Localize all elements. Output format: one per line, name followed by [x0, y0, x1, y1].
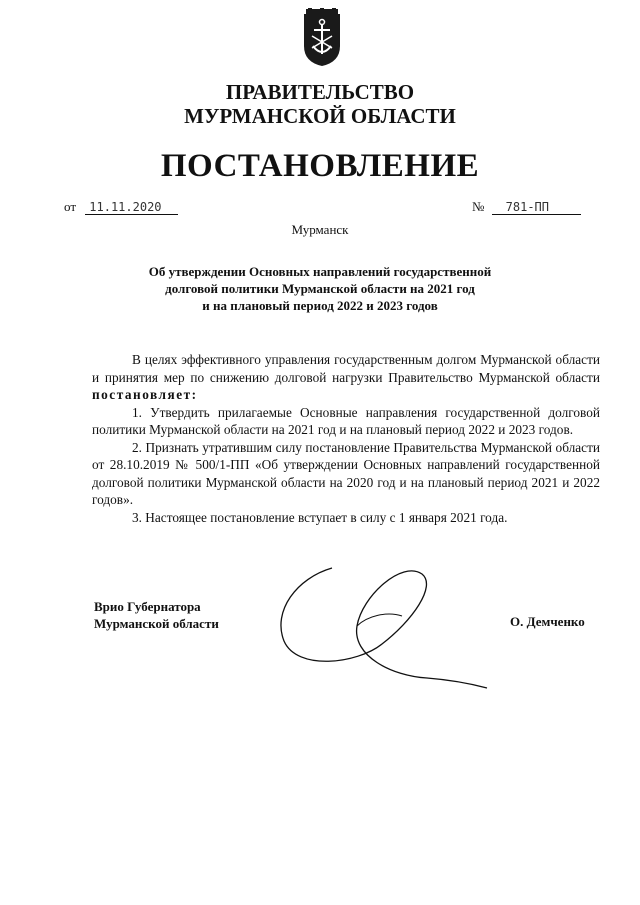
document-type: ПОСТАНОВЛЕНИЕ: [160, 148, 480, 184]
item-2: 2. Признать утратившим силу постановление Правительства Мурманской области от 28.10.2019 № 500/1-ПП «Об утверждении Основных направлений государственной долговой политики Мурманской области на 2020 год и на плановый период 2021 и 2022 годов».: [92, 439, 600, 507]
number-prefix: №: [472, 199, 485, 214]
subject-line-1: Об утверждении Основных направлений государственной: [148, 264, 492, 279]
document-subject: [110, 263, 530, 314]
subject-line-3: и на плановый период 2022 и 2023 годов: [202, 298, 438, 313]
number-row: [472, 199, 581, 215]
intro-text: В целях эффективного управления государственным долгом Мурманской области и принятия мер по снижению долговой нагрузки Правительство Мурманской области: [92, 352, 600, 385]
org-line-2: МУРМАНСКОЙ ОБЛАСТИ: [184, 104, 456, 128]
signatory-position: [94, 598, 219, 632]
item-3: 3. Настоящее постановление вступает в силу с 1 января 2021 года.: [132, 509, 508, 525]
date-row: [64, 199, 178, 215]
intro-paragraph: [92, 351, 600, 404]
coat-of-arms-icon: [302, 8, 342, 68]
document-body: [92, 351, 600, 526]
org-line-1: ПРАВИТЕЛЬСТВО: [225, 80, 415, 104]
number-value: 781-ПП: [492, 200, 581, 215]
position-line-1: Врио Губернатора: [94, 599, 201, 614]
city: Мурманск: [291, 222, 349, 237]
signatory-name: О. Демченко: [510, 614, 585, 629]
date-prefix: от: [64, 199, 77, 214]
decree-word: постановляет:: [92, 387, 198, 402]
position-line-2: Мурманской области: [94, 616, 219, 631]
item-1: 1. Утвердить прилагаемые Основные направления государственной долговой политики Мурманской области на 2021 год и на плановый период 2022 и 2023 годов.: [92, 404, 600, 437]
organization-name: [0, 80, 640, 128]
handwritten-signature: [262, 556, 502, 706]
subject-line-2: долговой политики Мурманской области на 2021 год: [165, 281, 475, 296]
date-value: 11.11.2020: [85, 200, 177, 215]
